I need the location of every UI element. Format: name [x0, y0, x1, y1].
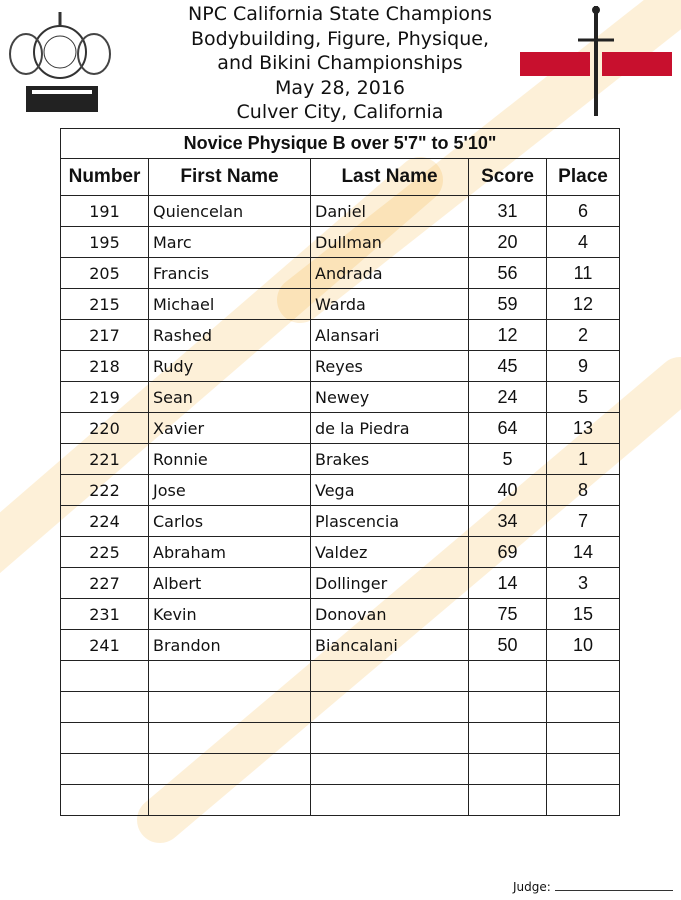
table-row	[61, 258, 620, 289]
cell-place: 1	[547, 444, 620, 475]
cell-number: 205	[61, 258, 149, 289]
cell-number	[61, 754, 149, 785]
cell-number: 217	[61, 320, 149, 351]
cell-first-name: Sean	[149, 382, 311, 413]
cell-place: 10	[547, 630, 620, 661]
cell-first-name: Carlos	[149, 506, 311, 537]
cell-first-name: Quiencelan	[149, 196, 311, 227]
table-row	[61, 723, 620, 754]
event-title-line3: and Bikini Championships	[217, 52, 463, 74]
table-row	[61, 506, 620, 537]
signature-line	[555, 890, 673, 891]
cell-first-name: Michael	[149, 289, 311, 320]
cell-score	[469, 723, 547, 754]
table-row	[61, 537, 620, 568]
cell-last-name: Donovan	[311, 599, 469, 630]
event-date: May 28, 2016	[275, 76, 405, 99]
cell-score: 45	[469, 351, 547, 382]
cell-score: 64	[469, 413, 547, 444]
muscle-contest-logo	[516, 4, 676, 118]
cell-score	[469, 785, 547, 816]
cell-place	[547, 754, 620, 785]
cell-last-name: Warda	[311, 289, 469, 320]
cell-place: 7	[547, 506, 620, 537]
npc-usa-logo	[2, 4, 122, 118]
cell-score: 12	[469, 320, 547, 351]
cell-first-name	[149, 785, 311, 816]
table-row	[61, 475, 620, 506]
cell-number: 195	[61, 227, 149, 258]
table-row	[61, 320, 620, 351]
table-row	[61, 444, 620, 475]
cell-number: 221	[61, 444, 149, 475]
cell-last-name: Plascencia	[311, 506, 469, 537]
cell-score: 31	[469, 196, 547, 227]
cell-first-name: Kevin	[149, 599, 311, 630]
cell-last-name	[311, 692, 469, 723]
table-row	[61, 413, 620, 444]
cell-first-name: Brandon	[149, 630, 311, 661]
cell-score: 14	[469, 568, 547, 599]
results-table	[60, 128, 620, 816]
cell-last-name	[311, 661, 469, 692]
cell-last-name: Alansari	[311, 320, 469, 351]
table-row	[61, 754, 620, 785]
cell-first-name: Ronnie	[149, 444, 311, 475]
col-number: Number	[61, 159, 149, 196]
cell-place	[547, 661, 620, 692]
class-title: Novice Physique B over 5'7" to 5'10"	[61, 129, 620, 159]
cell-number	[61, 785, 149, 816]
col-place: Place	[547, 159, 620, 196]
cell-last-name: Dollinger	[311, 568, 469, 599]
cell-place: 8	[547, 475, 620, 506]
cell-last-name: de la Piedra	[311, 413, 469, 444]
cell-place: 4	[547, 227, 620, 258]
header-row	[61, 159, 620, 196]
table-row	[61, 692, 620, 723]
cell-first-name	[149, 661, 311, 692]
col-last-name: Last Name	[311, 159, 469, 196]
cell-score: 50	[469, 630, 547, 661]
event-header	[150, 2, 530, 125]
cell-score: 75	[469, 599, 547, 630]
table-row	[61, 599, 620, 630]
cell-score: 24	[469, 382, 547, 413]
cell-number: 222	[61, 475, 149, 506]
cell-first-name: Rashed	[149, 320, 311, 351]
table-row	[61, 785, 620, 816]
table-row	[61, 351, 620, 382]
cell-score	[469, 754, 547, 785]
cell-number: 227	[61, 568, 149, 599]
cell-number: 220	[61, 413, 149, 444]
cell-place: 2	[547, 320, 620, 351]
event-title-line1: NPC California State Champions	[188, 3, 492, 25]
cell-place: 14	[547, 537, 620, 568]
cell-place: 11	[547, 258, 620, 289]
table-row	[61, 568, 620, 599]
cell-place	[547, 785, 620, 816]
table-row	[61, 196, 620, 227]
cell-score: 40	[469, 475, 547, 506]
cell-number	[61, 661, 149, 692]
cell-last-name: Vega	[311, 475, 469, 506]
cell-place	[547, 692, 620, 723]
cell-first-name	[149, 723, 311, 754]
cell-first-name: Xavier	[149, 413, 311, 444]
cell-place: 9	[547, 351, 620, 382]
cell-place: 15	[547, 599, 620, 630]
cell-place: 3	[547, 568, 620, 599]
cell-number: 241	[61, 630, 149, 661]
cell-last-name: Dullman	[311, 227, 469, 258]
judge-label: Judge:	[513, 880, 551, 894]
cell-score: 5	[469, 444, 547, 475]
cell-last-name: Reyes	[311, 351, 469, 382]
cell-number: 191	[61, 196, 149, 227]
event-location: Culver City, California	[236, 101, 444, 123]
cell-number: 218	[61, 351, 149, 382]
cell-score: 56	[469, 258, 547, 289]
cell-last-name: Andrada	[311, 258, 469, 289]
cell-last-name: Newey	[311, 382, 469, 413]
cell-first-name: Rudy	[149, 351, 311, 382]
cell-number: 219	[61, 382, 149, 413]
cell-last-name: Valdez	[311, 537, 469, 568]
cell-number	[61, 692, 149, 723]
cell-first-name: Albert	[149, 568, 311, 599]
cell-last-name	[311, 754, 469, 785]
cell-score	[469, 692, 547, 723]
cell-number: 215	[61, 289, 149, 320]
cell-score: 69	[469, 537, 547, 568]
cell-place	[547, 723, 620, 754]
table-row	[61, 661, 620, 692]
cell-last-name: Biancalani	[311, 630, 469, 661]
cell-first-name: Francis	[149, 258, 311, 289]
cell-score: 20	[469, 227, 547, 258]
cell-last-name	[311, 785, 469, 816]
cell-first-name: Abraham	[149, 537, 311, 568]
table-row	[61, 382, 620, 413]
judge-signature	[513, 880, 673, 894]
cell-first-name: Jose	[149, 475, 311, 506]
cell-first-name	[149, 692, 311, 723]
table-row	[61, 227, 620, 258]
cell-last-name: Brakes	[311, 444, 469, 475]
event-title-line2: Bodybuilding, Figure, Physique,	[191, 27, 489, 50]
cell-last-name: Daniel	[311, 196, 469, 227]
col-first-name: First Name	[149, 159, 311, 196]
table-row	[61, 630, 620, 661]
cell-score	[469, 661, 547, 692]
cell-place: 12	[547, 289, 620, 320]
cell-number: 225	[61, 537, 149, 568]
cell-number: 224	[61, 506, 149, 537]
cell-place: 5	[547, 382, 620, 413]
col-score: Score	[469, 159, 547, 196]
cell-number	[61, 723, 149, 754]
cell-place: 13	[547, 413, 620, 444]
cell-score: 34	[469, 506, 547, 537]
cell-place: 6	[547, 196, 620, 227]
cell-last-name	[311, 723, 469, 754]
cell-number: 231	[61, 599, 149, 630]
cell-score: 59	[469, 289, 547, 320]
cell-first-name	[149, 754, 311, 785]
table-row	[61, 289, 620, 320]
cell-first-name: Marc	[149, 227, 311, 258]
